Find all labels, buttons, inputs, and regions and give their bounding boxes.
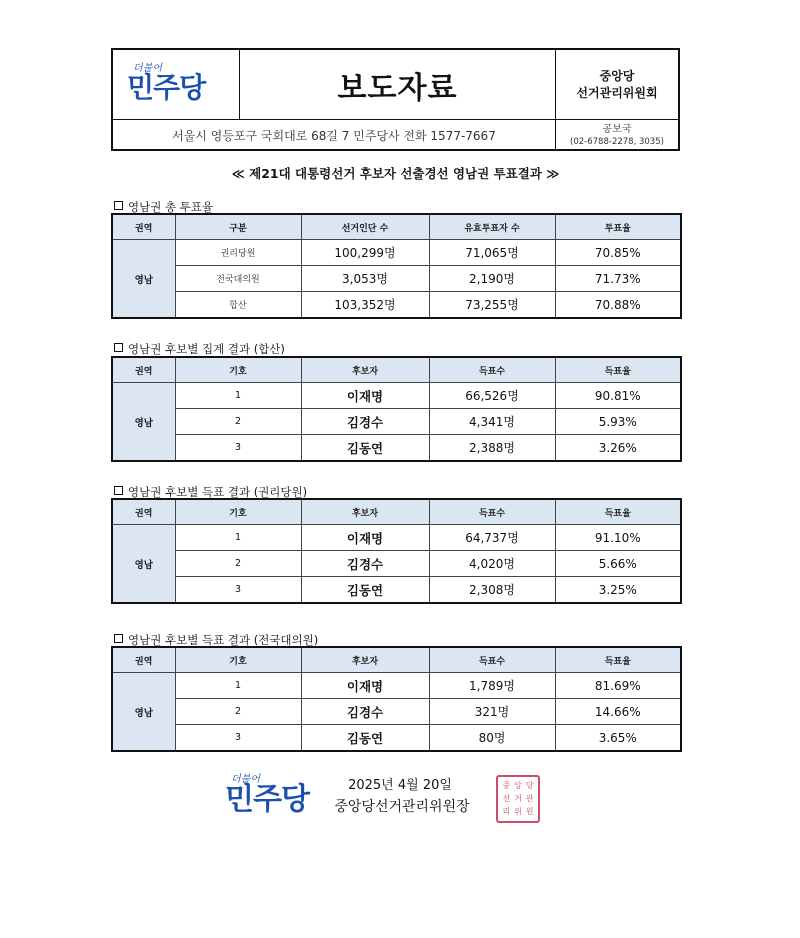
column-header: 득표수 — [429, 499, 555, 525]
column-header: 기호 — [175, 357, 301, 383]
column-header: 득표수 — [429, 647, 555, 673]
department-cell — [555, 120, 678, 151]
votes-cell: 66,526명 — [429, 383, 555, 409]
section-title-text: 영남권 후보별 득표 결과 (권리당원) — [128, 485, 308, 499]
valid-voters-cell: 71,065명 — [429, 240, 555, 266]
column-header: 유효투표자 수 — [429, 214, 555, 240]
section-title-text: 영남권 총 투표율 — [128, 200, 214, 214]
candidate-cell: 김경수 — [301, 409, 429, 435]
table-header-row — [112, 499, 681, 525]
document-subtitle: ≪ 제21대 대통령선거 후보자 선출경선 영남권 투표결과 ≫ — [231, 166, 560, 181]
votes-cell: 4,341명 — [429, 409, 555, 435]
table-row — [112, 409, 681, 435]
footer-logo-small-text: 더불어 — [231, 774, 260, 785]
turnout-cell: 70.88% — [555, 292, 681, 319]
member-results-table — [111, 498, 682, 604]
table-row — [112, 240, 681, 266]
column-header: 권역 — [112, 214, 175, 240]
region-cell: 영남 — [112, 525, 175, 604]
footer-party-logo — [225, 775, 309, 815]
column-header: 구분 — [175, 214, 301, 240]
valid-voters-cell: 2,190명 — [429, 266, 555, 292]
seal-char: 리 — [502, 807, 511, 816]
checkbox-bullet-icon — [114, 201, 123, 210]
votes-cell: 80명 — [429, 725, 555, 752]
seal-char: 선 — [502, 794, 511, 803]
candidate-cell: 김동연 — [301, 435, 429, 462]
vote-share-cell: 81.69% — [555, 673, 681, 699]
combined-results-table — [111, 356, 682, 462]
column-header: 득표율 — [555, 647, 681, 673]
vote-share-cell: 3.26% — [555, 435, 681, 462]
vote-share-cell: 5.66% — [555, 551, 681, 577]
section-title-text: 영남권 후보별 득표 결과 (전국대의원) — [128, 633, 319, 647]
table-row — [112, 266, 681, 292]
ballot-number-cell: 3 — [175, 725, 301, 752]
ballot-number-cell: 2 — [175, 409, 301, 435]
table-row — [112, 673, 681, 699]
region-cell: 영남 — [112, 240, 175, 319]
column-header: 권역 — [112, 499, 175, 525]
category-cell: 권리당원 — [175, 240, 301, 266]
vote-share-cell: 90.81% — [555, 383, 681, 409]
column-header: 투표율 — [555, 214, 681, 240]
valid-voters-cell: 73,255명 — [429, 292, 555, 319]
seal-char: 중 — [502, 781, 511, 790]
vote-share-cell: 3.65% — [555, 725, 681, 752]
votes-cell: 2,308명 — [429, 577, 555, 604]
vote-share-cell: 14.66% — [555, 699, 681, 725]
table-header-row — [112, 647, 681, 673]
candidate-cell: 이재명 — [301, 383, 429, 409]
column-header: 권역 — [112, 647, 175, 673]
signer-title: 중앙당선거관리위원장 — [334, 799, 470, 815]
table-header-row — [112, 357, 681, 383]
electorate-cell: 3,053명 — [301, 266, 429, 292]
vote-share-cell: 3.25% — [555, 577, 681, 604]
table-row — [112, 383, 681, 409]
column-header: 권역 — [112, 357, 175, 383]
column-header: 득표수 — [429, 357, 555, 383]
checkbox-bullet-icon — [114, 634, 123, 643]
column-header: 후보자 — [301, 357, 429, 383]
footer-logo-text: 민주당 — [225, 782, 309, 817]
votes-cell: 1,789명 — [429, 673, 555, 699]
seal-char: 앙 — [514, 781, 522, 790]
seal-char: 위 — [514, 807, 522, 816]
checkbox-bullet-icon — [114, 486, 123, 495]
release-date: 2025년 4월 20일 — [348, 778, 452, 793]
electorate-cell: 100,299명 — [301, 240, 429, 266]
seal-char: 거 — [514, 794, 522, 803]
ballot-number-cell: 1 — [175, 525, 301, 551]
table-header-row — [112, 214, 681, 240]
votes-cell: 64,737명 — [429, 525, 555, 551]
checkbox-bullet-icon — [114, 343, 123, 352]
region-cell: 영남 — [112, 383, 175, 462]
title-cell — [240, 50, 555, 119]
turnout-cell: 70.85% — [555, 240, 681, 266]
official-seal — [496, 775, 540, 823]
party-logo — [127, 64, 205, 102]
party-logo-small-text: 더불어 — [133, 63, 162, 74]
ballot-number-cell: 3 — [175, 435, 301, 462]
candidate-cell: 이재명 — [301, 525, 429, 551]
header-top-row — [113, 50, 678, 120]
party-logo-text: 민주당 — [127, 71, 206, 104]
turnout-table — [111, 213, 682, 319]
page-title: 보도자료 — [337, 70, 458, 106]
table-row — [112, 551, 681, 577]
ballot-number-cell: 2 — [175, 551, 301, 577]
category-cell: 합산 — [175, 292, 301, 319]
ballot-number-cell: 1 — [175, 673, 301, 699]
column-header: 선거인단 수 — [301, 214, 429, 240]
column-header: 기호 — [175, 647, 301, 673]
org-line-2: 선거관리위원회 — [576, 85, 658, 100]
vote-share-cell: 91.10% — [555, 525, 681, 551]
category-cell: 전국대의원 — [175, 266, 301, 292]
org-line-1: 중앙당 — [599, 68, 635, 83]
header-bottom-row — [113, 120, 678, 151]
logo-cell — [113, 50, 240, 119]
delegate-results-table — [111, 646, 682, 752]
table-row — [112, 699, 681, 725]
candidate-cell: 김경수 — [301, 699, 429, 725]
candidate-cell: 이재명 — [301, 673, 429, 699]
department-name: 공보국 — [602, 123, 632, 135]
department-phone: (02-6788-2278, 3035) — [570, 136, 664, 147]
org-cell — [555, 50, 678, 119]
seal-char: 당 — [525, 781, 534, 790]
votes-cell: 4,020명 — [429, 551, 555, 577]
seal-char: 관 — [525, 794, 534, 803]
table-row — [112, 435, 681, 462]
ballot-number-cell: 3 — [175, 577, 301, 604]
electorate-cell: 103,352명 — [301, 292, 429, 319]
candidate-cell: 김경수 — [301, 551, 429, 577]
table-row — [112, 292, 681, 319]
candidate-cell: 김동연 — [301, 577, 429, 604]
table-row — [112, 577, 681, 604]
column-header: 득표율 — [555, 357, 681, 383]
votes-cell: 321명 — [429, 699, 555, 725]
table-row — [112, 725, 681, 752]
header-box — [111, 48, 680, 151]
votes-cell: 2,388명 — [429, 435, 555, 462]
section-title-text: 영남권 후보별 집계 결과 (합산) — [128, 342, 285, 356]
vote-share-cell: 5.93% — [555, 409, 681, 435]
address: 서울시 영등포구 국회대로 68길 7 민주당사 전화 1577-7667 — [172, 129, 496, 143]
column-header: 후보자 — [301, 647, 429, 673]
table-row — [112, 525, 681, 551]
column-header: 득표율 — [555, 499, 681, 525]
ballot-number-cell: 1 — [175, 383, 301, 409]
section-title — [114, 341, 285, 357]
turnout-cell: 71.73% — [555, 266, 681, 292]
seal-char: 원 — [525, 807, 534, 816]
ballot-number-cell: 2 — [175, 699, 301, 725]
region-cell: 영남 — [112, 673, 175, 752]
candidate-cell: 김동연 — [301, 725, 429, 752]
column-header: 기호 — [175, 499, 301, 525]
column-header: 후보자 — [301, 499, 429, 525]
